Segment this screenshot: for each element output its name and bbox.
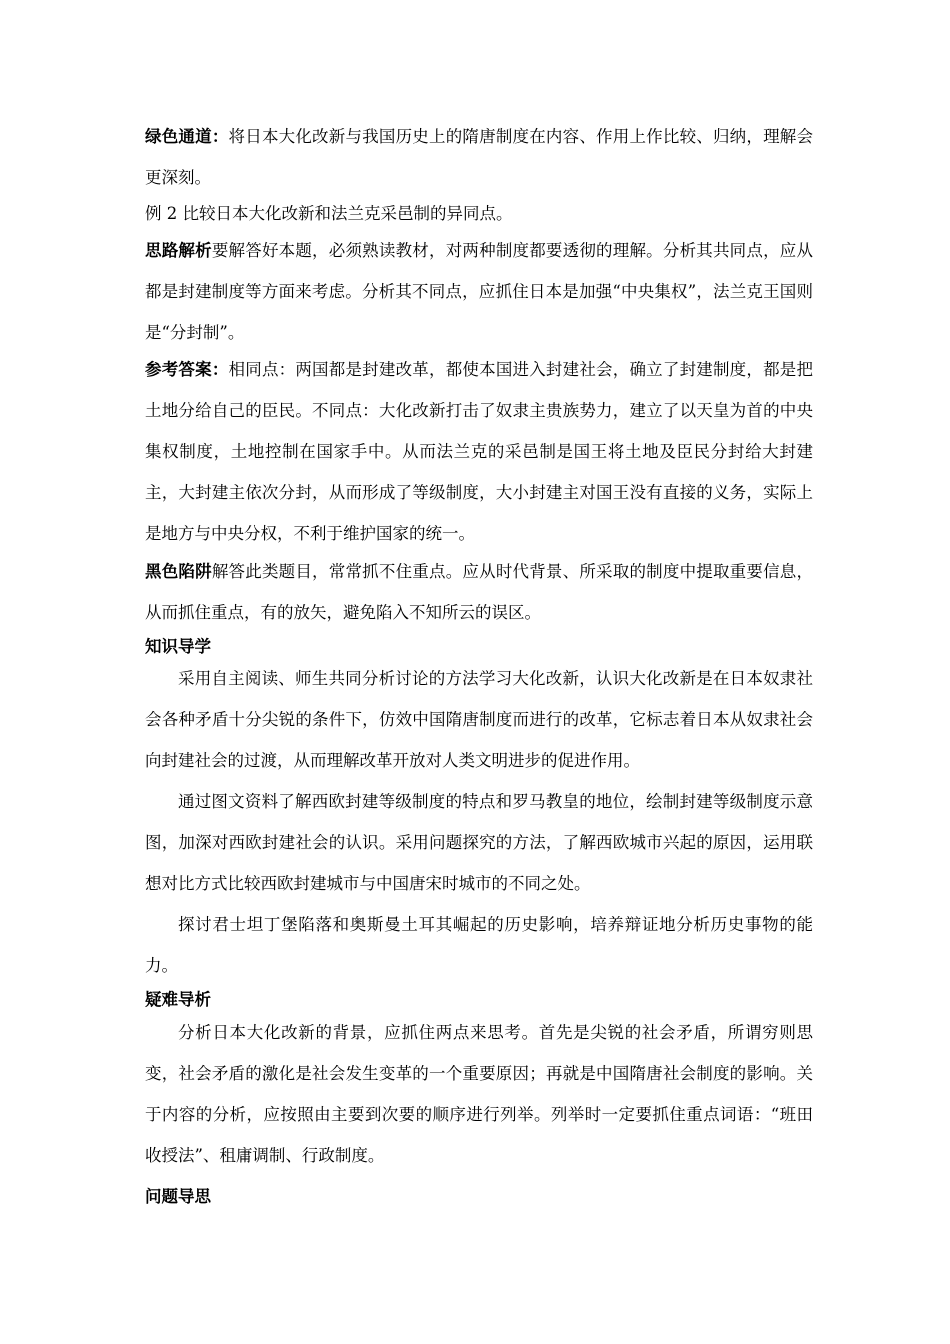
knowledge-paragraph-2: 通过图文资料了解西欧封建等级制度的特点和罗马教皇的地位，绘制封建等级制度示意图，加深对西欧封建社会的认识。采用问题探究的方法，了解西欧城市兴起的原因，运用联想对比方式比较西欧封建城市与中国唐宋时城市的不同之处。 <box>145 792 813 893</box>
difficulty-heading: 疑难导析 <box>145 990 211 1009</box>
trap-text: 解答此类题目，常常抓不住重点。应从时代背景、所采取的制度中提取重要信息，从而抓住重点，有的放矢，避免陷入不知所云的误区。 <box>145 562 814 622</box>
analysis-paragraph <box>145 230 813 353</box>
green-channel-paragraph <box>145 116 813 198</box>
knowledge-heading: 知识导学 <box>145 637 211 656</box>
green-channel-text: 将日本大化改新与我国历史上的隋唐制度在内容、作用上作比较、归纳，理解会更深刻。 <box>145 127 814 187</box>
example-2-text: 例 2 比较日本大化改新和法兰克采邑制的异同点。 <box>145 204 513 223</box>
green-channel-label: 绿色通道： <box>145 127 229 146</box>
answer-text: 相同点：两国都是封建改革，都使本国进入封建社会，确立了封建制度，都是把土地分给自己的臣民。不同点：大化改新打击了奴隶主贵族势力，建立了以天皇为首的中央集权制度，土地控制在国家手中。从而法兰克的采邑制是国王将土地及臣民分封给大封建主，大封建主依次分封，从而形成了等级制度，大小封建主对国王没有直接的义务，实际上是地方与中央分权，不利于维护国家的统一。 <box>145 360 814 543</box>
trap-paragraph <box>145 551 813 633</box>
example-2-paragraph <box>145 197 813 231</box>
knowledge-paragraph-1: 采用自主阅读、师生共同分析讨论的方法学习大化改新，认识大化改新是在日本奴隶社会各种矛盾十分尖锐的条件下，仿效中国隋唐制度而进行的改革，它标志着日本从奴隶社会向封建社会的过渡，从而理解改革开放对人类文明进步的促进作用。 <box>145 669 813 770</box>
answer-paragraph <box>145 349 813 554</box>
difficulty-paragraph-1: 分析日本大化改新的背景，应抓住两点来思考。首先是尖锐的社会矛盾，所谓穷则思变，社会矛盾的激化是社会发生变革的一个重要原因；再就是中国隋唐社会制度的影响。关于内容的分析，应按照由主要到次要的顺序进行列举。列举时一定要抓住重点词语：“班田收授法”、租庸调制、行政制度。 <box>145 1023 813 1165</box>
question-heading: 问题导思 <box>145 1187 211 1206</box>
analysis-label: 思路解析 <box>145 241 212 260</box>
answer-label: 参考答案： <box>145 360 229 379</box>
analysis-text: 要解答好本题，必须熟读教材，对两种制度都要透彻的理解。分析其共同点，应从都是封建制度等方面来考虑。分析其不同点，应抓住日本是加强“中央集权”，法兰克王国则是“分封制”。 <box>145 241 814 342</box>
trap-label: 黑色陷阱 <box>145 562 212 581</box>
difficulty-body <box>145 1012 813 1176</box>
knowledge-paragraph-3: 探讨君士坦丁堡陷落和奥斯曼土耳其崛起的历史影响，培养辩证地分析历史事物的能力。 <box>145 915 813 975</box>
knowledge-body <box>145 658 813 986</box>
